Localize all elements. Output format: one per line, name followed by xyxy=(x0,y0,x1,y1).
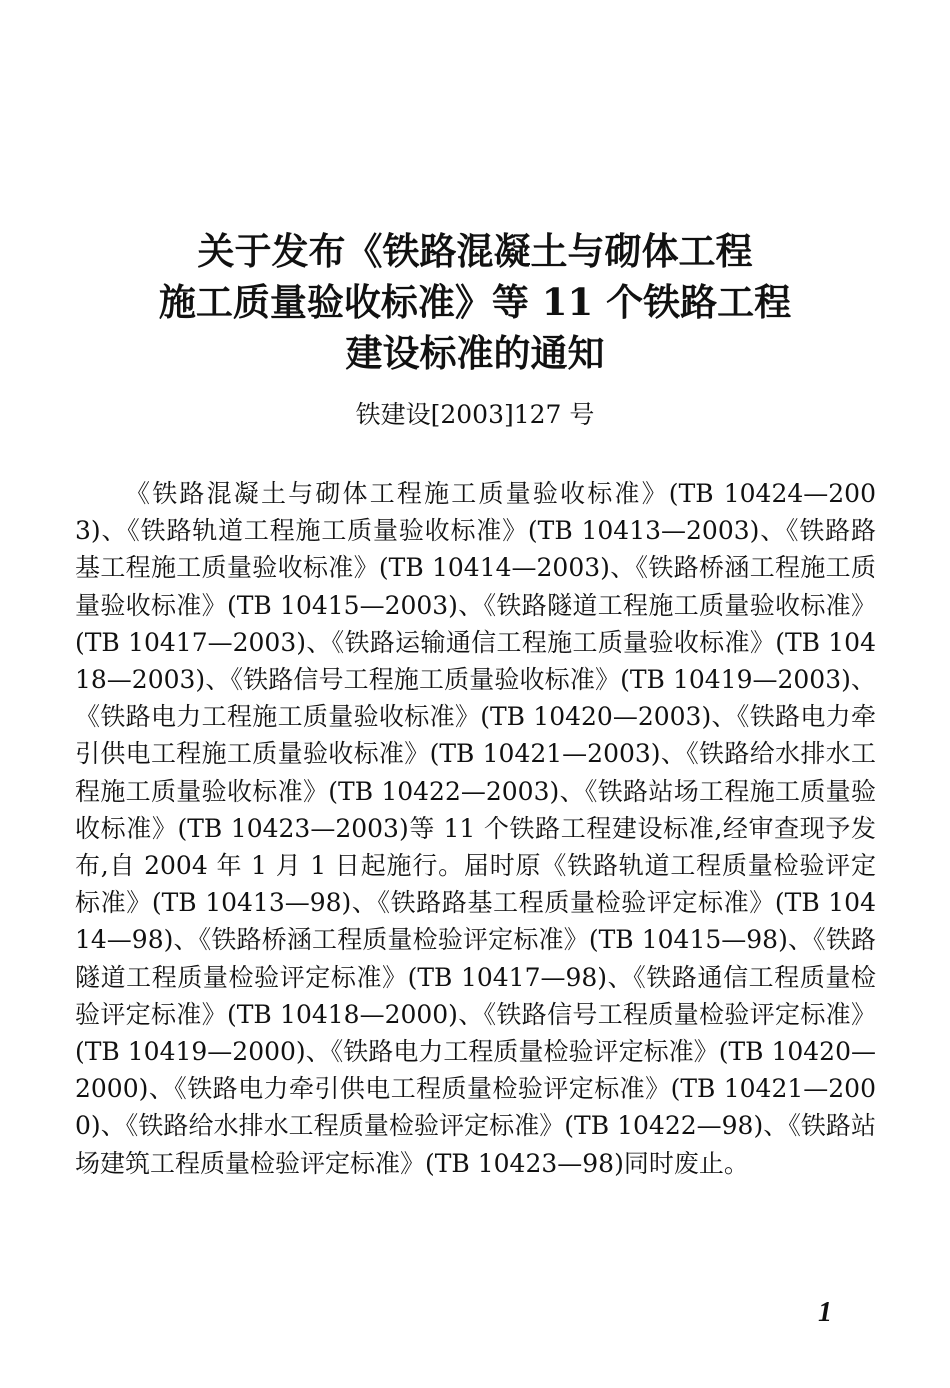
page-number: 1 xyxy=(818,1297,832,1328)
notice-body: 《铁路混凝土与砌体工程施工质量验收标准》(TB 10424—2003)、《铁路轨道工程施工质量验收标准》(TB 10413—2003)、《铁路路基工程施工质量验收标准》(TB 10414—2003)、《铁路桥涵工程施工质量验收标准》(TB 10415—2003)、《铁路隧道工程施工质量验收标准》(TB 10417—2003)、《铁路运输通信工程施工质量验收标准》(TB 10418—2003)、《铁路信号工程施工质量验收标准》(TB 10419—2003)、《铁路电力工程施工质量验收标准》(TB 10420—2003)、《铁路电力牵引供电工程施工质量验收标准》(TB 10421—2003)、《铁路给水排水工程施工质量验收标准》(TB 10422—2003)、《铁路站场工程施工质量验收标准》(TB 10423—2003)等 11 个铁路工程建设标准,经审查现予发布,自 2004 年 1 月 1 日起施行。届时原《铁路轨道工程质量检验评定标准》(TB 10413—98)、《铁路路基工程质量检验评定标准》(TB 10414—98)、《铁路桥涵工程质量检验评定标准》(TB 10415—98)、《铁路隧道工程质量检验评定标准》(TB 10417—98)、《铁路通信工程质量检验评定标准》(TB 10418—2000)、《铁路信号工程质量检验评定标准》(TB 10419—2000)、《铁路电力工程质量检验评定标准》(TB 10420—2000)、《铁路电力牵引供电工程质量检验评定标准》(TB 10421—2000)、《铁路给水排水工程质量检验评定标准》(TB 10422—98)、《铁路站场建筑工程质量检验评定标准》(TB 10423—98)同时废止。 xyxy=(75,479,876,1178)
title-line: 关于发布《铁路混凝土与砌体工程 xyxy=(197,229,753,273)
document-number: 铁建设[2003]127 号 xyxy=(355,400,595,429)
title-line: 施工质量验收标准》等 11 个铁路工程 xyxy=(158,280,792,324)
title-line: 建设标准的通知 xyxy=(345,331,605,375)
notice-title xyxy=(75,226,875,379)
